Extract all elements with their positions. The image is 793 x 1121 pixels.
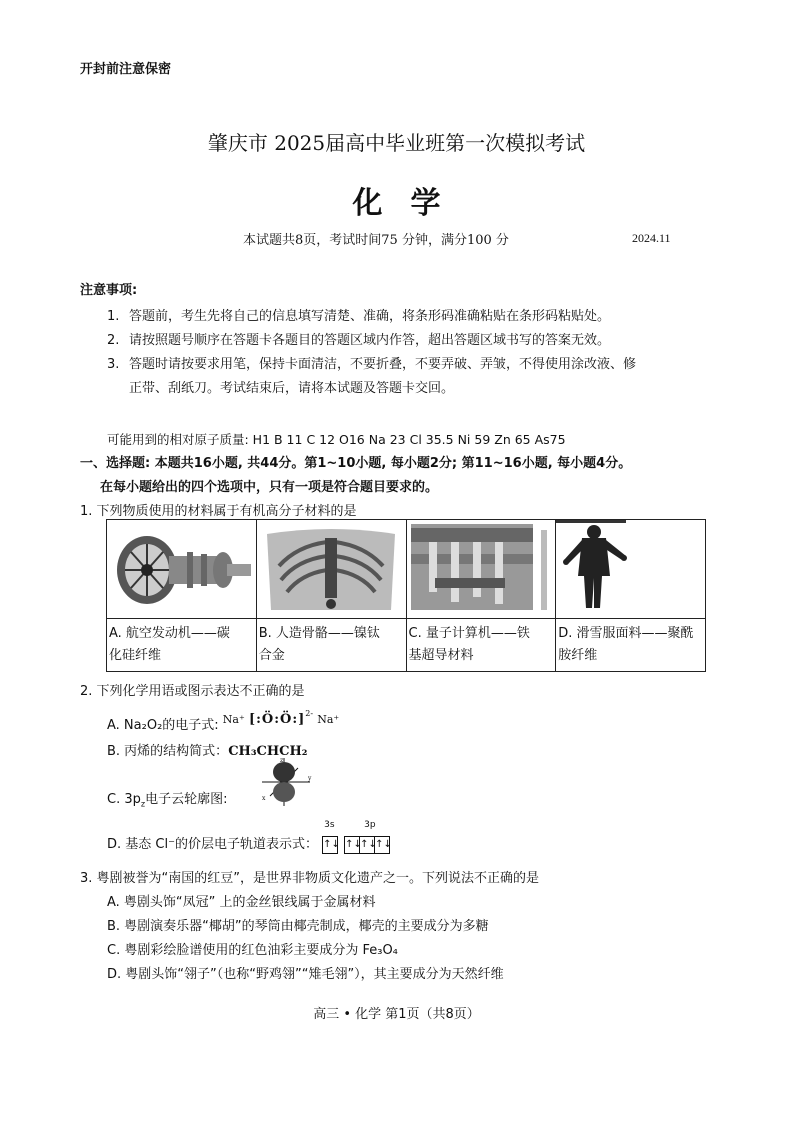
svg-text:y: y [308, 775, 312, 782]
question-3-stem: 3. 粤剧被誉为“南国的红豆”，是世界非物质文化遗产之一。下列说法不正确的是 [80, 871, 540, 886]
question-1-option-a[interactable]: A. 航空发动机——碳 化硅纤维 [107, 619, 257, 672]
exam-meta: 本试题共8页，考试时间75 分钟，满分100 分 [243, 233, 509, 248]
question-2-option-b[interactable]: B. 丙烯的结构简式：CH₃CHCH₂ [107, 744, 308, 759]
note-item-cont: 正带、刮纸刀。考试结束后，请将本试题及答题卡交回。 [129, 381, 455, 396]
subject-title: 化学 [352, 186, 469, 221]
ski-suit-image [556, 520, 706, 619]
svg-text:x: x [262, 795, 266, 802]
orbital-diagram: 3s 3p ↑↓ ↑↓ ↑↓ ↑↓ [322, 836, 406, 854]
confidential-note: 开封前注意保密 [80, 62, 172, 77]
section-instruction: 在每小题给出的四个选项中，只有一项是符合题目要求的。 [100, 480, 439, 495]
jet-engine-image [107, 520, 257, 619]
question-1-option-b[interactable]: B. 人造骨骼——镍钛 合金 [256, 619, 406, 672]
exam-title: 肇庆市 2025届高中毕业班第一次模拟考试 [207, 131, 586, 155]
question-3-option-a[interactable]: A. 粤剧头饰“凤冠” 上的金丝银线属于金属材料 [107, 895, 376, 910]
question-1-options-table [106, 519, 706, 672]
atomic-masses: 可能用到的相对原子质量: H1 B 11 C 12 O16 Na 23 Cl 35.5 Ni 59 Zn 65 As75 [107, 432, 566, 447]
quantum-computer-image [406, 520, 556, 619]
question-2-option-d[interactable]: D. 基态 Cl⁻的价层电子轨道表示式： 3s 3p ↑↓ ↑↓ ↑↓ ↑↓ [107, 833, 406, 854]
note-item: 1. 答题前，考生先将自己的信息填写清楚、准确，将条形码准确粘贴在条形码粘贴处。 [107, 309, 611, 324]
section-title: 一、选择题: 本题共16小题, 共44分。第1~10小题, 每小题2分; 第11~16小题, 每小题4分。 [80, 456, 632, 471]
question-1-option-c[interactable]: C. 量子计算机——铁 基超导材料 [406, 619, 556, 672]
question-2-option-c[interactable]: C. $3p_z$电子云轮廓图: [107, 792, 228, 809]
artificial-bone-image [256, 520, 406, 619]
question-2-stem: 2. 下列化学用语或图示表达不正确的是 [80, 684, 305, 699]
note-item: 2. 请按照题号顺序在答题卡各题目的答题区域内作答，超出答题区域书写的答案无效。 [107, 333, 611, 348]
p-orbital-diagram [258, 756, 314, 808]
svg-text:z: z [280, 757, 284, 764]
exam-date: 2024.11 [632, 231, 671, 245]
question-1-stem: 1. 下列物质使用的材料属于有机高分子材料的是 [80, 504, 357, 519]
question-2-option-a[interactable]: A. Na₂O₂的电子式: $^{Na^+}$ [:Ö:Ö:]$^{2-}$ $^{Na^+}$ [107, 708, 340, 733]
question-3-option-d[interactable]: D. 粤剧头饰“翎子”（也称“野鸡翎”“雉毛翎”），其主要成分为天然纤维 [107, 967, 504, 982]
question-1-option-d[interactable]: D. 滑雪服面料——聚酰 胺纤维 [556, 619, 706, 672]
notes-heading: 注意事项: [80, 283, 138, 298]
question-3-option-c[interactable]: C. 粤剧彩绘脸谱使用的红色油彩主要成分为 Fe₃O₄ [107, 943, 398, 958]
page-footer: 高三 • 化学 第1页（共8页） [313, 1007, 480, 1022]
question-3-option-b[interactable]: B. 粤剧演奏乐器“椰胡”的琴筒由椰壳制成，椰壳的主要成分为多糖 [107, 919, 489, 934]
note-item: 3. 答题时请按要求用笔，保持卡面清洁，不要折叠，不要弄破、弄皱，不得使用涂改液、修 [107, 357, 637, 372]
